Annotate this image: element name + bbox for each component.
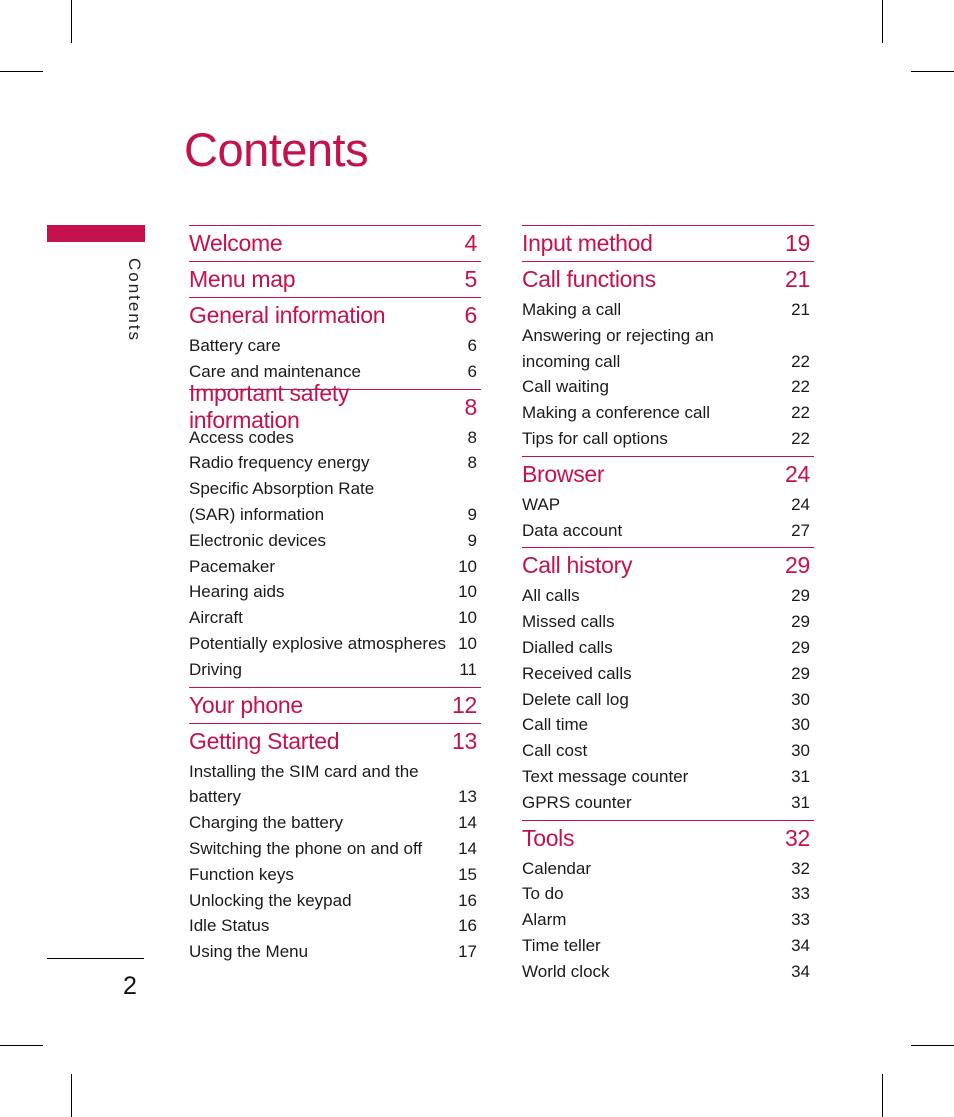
entry-label: Tips for call options	[522, 428, 668, 448]
entry-label: Data account	[522, 520, 623, 540]
section-page-number: 6	[464, 302, 477, 328]
toc-entry[interactable]	[522, 492, 814, 518]
section-title: Getting Started	[189, 727, 340, 754]
toc-section-heading[interactable]	[522, 262, 814, 297]
entry-label: WAP	[522, 494, 561, 514]
section-title: Your phone	[189, 691, 303, 718]
toc-entry[interactable]	[189, 862, 481, 888]
entry-label: Call time	[522, 715, 589, 735]
toc-entry[interactable]	[522, 297, 814, 323]
toc-entry[interactable]	[189, 528, 481, 554]
entry-page-number: 33	[791, 884, 810, 904]
entry-label: Electronic devices	[189, 530, 327, 550]
side-section-label: Contents	[125, 258, 144, 343]
section-title: Call history	[522, 552, 633, 579]
entry-page-number: 30	[791, 715, 810, 735]
toc-entry[interactable]	[522, 790, 814, 816]
entry-page-number: 22	[791, 403, 810, 423]
entry-page-number: 8	[467, 453, 477, 473]
entry-label: Battery care	[189, 336, 281, 355]
toc-section	[189, 261, 481, 297]
entry-label: Dialled calls	[522, 637, 613, 657]
toc-section	[522, 547, 814, 819]
entry-page-number: 10	[458, 633, 477, 653]
toc-section	[189, 723, 481, 969]
toc-section	[522, 225, 814, 261]
toc-entry-list	[522, 583, 814, 819]
entry-page-number: 29	[791, 612, 810, 632]
crop-mark	[882, 1074, 883, 1117]
entry-label: Switching the phone on and off	[189, 838, 423, 858]
entry-label: Pacemaker	[189, 556, 275, 576]
entry-label: To do	[522, 884, 564, 904]
section-title: Menu map	[189, 266, 296, 292]
toc-entry[interactable]	[522, 764, 814, 790]
entry-label: Call waiting	[522, 377, 609, 397]
toc-entry[interactable]	[522, 635, 814, 661]
toc-section	[522, 261, 814, 456]
toc-entry[interactable]	[522, 933, 814, 959]
entry-page-number: 11	[459, 659, 477, 679]
toc-entry[interactable]	[189, 759, 481, 811]
toc-left-column	[189, 225, 481, 969]
entry-page-number: 13	[458, 787, 477, 807]
toc-section	[189, 380, 481, 687]
section-title: Welcome	[189, 230, 283, 256]
entry-page-number: 29	[791, 586, 810, 606]
toc-entry[interactable]	[522, 856, 814, 882]
toc-entry[interactable]	[189, 836, 481, 862]
section-page-number: 21	[785, 266, 810, 292]
side-accent-bar	[47, 225, 145, 242]
section-title: Input method	[522, 230, 653, 256]
page-number-rule	[47, 958, 144, 959]
section-page-number: 4	[464, 230, 477, 256]
toc-entry[interactable]	[522, 661, 814, 687]
entry-label: Using the Menu	[189, 942, 309, 962]
entry-page-number: 30	[791, 689, 810, 709]
toc-entry[interactable]	[522, 323, 814, 375]
crop-mark	[0, 71, 43, 72]
toc-entry[interactable]	[189, 810, 481, 836]
entry-label: Driving	[189, 659, 242, 679]
section-page-number: 5	[464, 266, 477, 292]
entry-label: All calls	[522, 586, 580, 606]
section-title: Call functions	[522, 266, 656, 292]
toc-entry[interactable]	[522, 959, 814, 985]
entry-page-number: 33	[791, 910, 810, 930]
section-page-number: 8	[464, 393, 477, 420]
toc-section-heading[interactable]	[189, 226, 481, 261]
entry-page-number: 16	[458, 916, 477, 936]
toc-section	[522, 820, 814, 989]
toc-entry[interactable]	[189, 913, 481, 939]
entry-page-number: 32	[791, 858, 810, 878]
entry-page-number: 22	[791, 377, 810, 397]
entry-label: Unlocking the keypad	[189, 890, 352, 910]
entry-label: Text message counter	[522, 766, 689, 786]
toc-entry-list	[522, 856, 814, 989]
entry-page-number: 22	[791, 428, 810, 448]
toc-entry[interactable]	[189, 450, 481, 476]
toc-entry[interactable]	[189, 939, 481, 965]
section-page-number: 29	[785, 552, 810, 579]
toc-section-heading[interactable]	[522, 457, 814, 492]
toc-section-heading[interactable]	[522, 548, 814, 583]
entry-page-number: 6	[467, 361, 477, 381]
toc-section-heading[interactable]	[189, 688, 481, 723]
crop-mark	[911, 71, 954, 72]
toc-entry[interactable]	[522, 374, 814, 400]
page-number: 2	[123, 972, 137, 1000]
entry-page-number: 10	[458, 556, 477, 576]
section-page-number: 32	[785, 824, 810, 851]
toc-section	[189, 297, 481, 389]
toc-entry[interactable]	[522, 738, 814, 764]
entry-label: Hearing aids	[189, 582, 285, 602]
entry-label: Access codes	[189, 427, 294, 447]
toc-right-column	[522, 225, 814, 989]
toc-entry-list	[189, 425, 481, 687]
entry-label: World clock	[522, 961, 610, 981]
entry-label: Received calls	[522, 663, 632, 683]
section-title: Browser	[522, 460, 605, 487]
entry-page-number: 10	[458, 608, 477, 628]
entry-page-number: 29	[791, 637, 810, 657]
toc-section-heading[interactable]	[522, 821, 814, 856]
entry-page-number: 8	[467, 427, 477, 447]
entry-label: Care and maintenance	[189, 361, 362, 381]
entry-page-number: 29	[791, 663, 810, 683]
toc-section	[189, 687, 481, 723]
toc-section-heading[interactable]	[522, 226, 814, 261]
entry-page-number: 17	[458, 942, 477, 962]
toc-section-heading[interactable]	[189, 380, 481, 434]
entry-label: Alarm	[522, 910, 567, 930]
entry-page-number: 21	[791, 300, 810, 319]
entry-label: Charging the battery	[189, 813, 344, 833]
toc-entry-list	[522, 297, 814, 456]
toc-entry[interactable]	[189, 333, 481, 359]
entry-label: Specific Absorption Rate (SAR) information	[189, 479, 375, 524]
toc-entry[interactable]	[522, 881, 814, 907]
toc-entry[interactable]	[522, 712, 814, 738]
toc-entry[interactable]	[189, 554, 481, 580]
crop-mark	[882, 0, 883, 43]
toc-entry[interactable]	[522, 426, 814, 452]
entry-label: Potentially explosive atmospheres	[189, 633, 447, 653]
entry-page-number: 31	[791, 766, 810, 786]
entry-page-number: 16	[458, 890, 477, 910]
toc-entry-list	[522, 492, 814, 548]
entry-label: Aircraft	[189, 608, 243, 628]
toc-section-heading[interactable]	[189, 724, 481, 759]
entry-label: Installing the SIM card and the battery	[189, 761, 419, 807]
toc-entry[interactable]	[522, 583, 814, 609]
entry-page-number: 14	[458, 838, 477, 858]
crop-mark	[911, 1045, 954, 1046]
entry-label: Call cost	[522, 741, 588, 761]
crop-mark	[71, 0, 72, 43]
toc-entry[interactable]	[189, 425, 481, 451]
entry-label: Radio frequency energy	[189, 453, 370, 473]
entry-page-number: 34	[791, 935, 810, 955]
entry-label: Calendar	[522, 858, 591, 878]
crop-mark	[71, 1074, 72, 1117]
toc-entry[interactable]	[189, 888, 481, 914]
section-page-number: 24	[785, 460, 810, 487]
entry-label: Time teller	[522, 935, 601, 955]
entry-page-number: 27	[791, 520, 810, 540]
toc-entry[interactable]	[189, 579, 481, 605]
entry-label: Missed calls	[522, 612, 615, 632]
crop-mark	[0, 1045, 43, 1046]
entry-page-number: 9	[467, 504, 477, 524]
entry-label: Making a call	[522, 300, 622, 319]
page-title: Contents	[184, 123, 369, 176]
toc-section	[522, 456, 814, 548]
toc-entry-list	[189, 759, 481, 969]
entry-page-number: 9	[467, 530, 477, 550]
entry-page-number: 15	[458, 864, 477, 884]
entry-label: Function keys	[189, 864, 294, 884]
section-title: General information	[189, 302, 386, 328]
toc-entry[interactable]	[189, 657, 481, 683]
section-page-number: 13	[452, 727, 477, 754]
toc-entry[interactable]	[522, 518, 814, 544]
toc-entry[interactable]	[189, 605, 481, 631]
entry-page-number: 22	[791, 351, 810, 371]
section-title: Tools	[522, 824, 575, 851]
entry-page-number: 30	[791, 741, 810, 761]
section-title: Important safety information	[189, 380, 350, 434]
toc-entry[interactable]	[522, 609, 814, 635]
toc-section-heading[interactable]	[189, 262, 481, 297]
entry-label: GPRS counter	[522, 792, 632, 812]
entry-label: Idle Status	[189, 916, 270, 936]
entry-page-number: 14	[458, 813, 477, 833]
toc-entry[interactable]	[189, 476, 481, 528]
toc-section	[189, 225, 481, 261]
toc-entry[interactable]	[522, 907, 814, 933]
toc-entry[interactable]	[522, 400, 814, 426]
entry-page-number: 34	[791, 961, 810, 981]
entry-page-number: 6	[467, 336, 477, 355]
toc-section-heading[interactable]	[189, 298, 481, 333]
toc-entry[interactable]	[522, 687, 814, 713]
entry-page-number: 31	[791, 792, 810, 812]
entry-page-number: 10	[458, 582, 477, 602]
entry-label: Delete call log	[522, 689, 629, 709]
entry-label: Making a conference call	[522, 403, 711, 423]
entry-label: Answering or rejecting an incoming call	[522, 325, 714, 371]
toc-entry[interactable]	[189, 631, 481, 657]
entry-page-number: 24	[791, 494, 810, 514]
section-page-number: 12	[452, 691, 477, 718]
section-page-number: 19	[785, 230, 810, 256]
